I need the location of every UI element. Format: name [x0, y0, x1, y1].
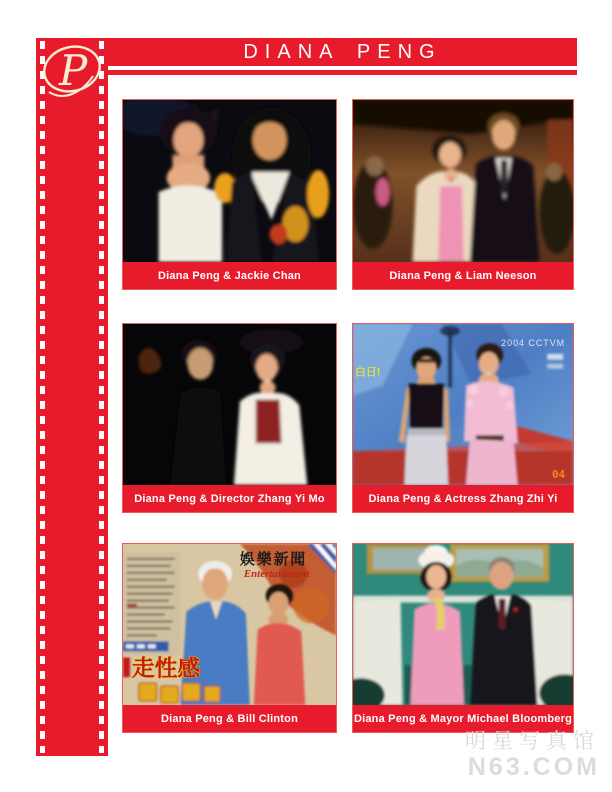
logo-letter: P: [59, 46, 88, 95]
photo-card-liam-neeson: [352, 99, 574, 290]
photo-caption: Diana Peng & Liam Neeson: [353, 262, 573, 289]
photo-card-bill-clinton: [122, 543, 337, 733]
photo-caption: Diana Peng & Bill Clinton: [123, 705, 336, 732]
watermark-site-url: N63.COM: [467, 753, 600, 781]
filmstrip-sidebar: [36, 38, 108, 756]
photo-sign-text: 白日!: [354, 366, 381, 379]
photo-event-text: 2004 CCTVM: [501, 337, 566, 348]
photo-diana-peng-bill-clinton: [123, 544, 336, 705]
photo-headline-en: Entertainment: [243, 567, 310, 580]
watermark: [465, 731, 600, 780]
photo-card-zhang-yi-mo: [122, 323, 337, 513]
photo-headline-cn: 娛樂新聞: [239, 551, 308, 568]
photo-diana-peng-michael-bloomberg: [353, 544, 573, 705]
photo-big-text: 走性感: [131, 655, 201, 682]
photo-diana-peng-liam-neeson: [353, 100, 573, 262]
filmstrip-perforation-right: [99, 41, 104, 753]
photo-caption: Diana Peng & Actress Zhang Zhi Yi: [353, 485, 573, 512]
header-accent-stripe: [108, 70, 577, 75]
filmstrip-perforation-left: [40, 41, 45, 753]
header-bar: [36, 38, 577, 66]
photo-diana-peng-jackie-chan: [123, 100, 336, 262]
watermark-site-name: 明星写真馆: [465, 730, 600, 753]
photo-caption: Diana Peng & Mayor Michael Bloomberg: [353, 705, 573, 732]
photo-timestamp-badge: 04: [551, 468, 566, 482]
photo-card-jackie-chan: [122, 99, 337, 290]
photo-diana-peng-zhang-yi-mo: [123, 324, 336, 485]
photo-card-michael-bloomberg: [352, 543, 574, 733]
photo-caption: Diana Peng & Jackie Chan: [123, 262, 336, 289]
page-title: DIANA PENG: [243, 41, 442, 63]
photo-diana-peng-zhang-zhi-yi: [353, 324, 573, 485]
brand-logo-p-icon: [37, 41, 107, 101]
photo-card-zhang-zhi-yi: [352, 323, 574, 513]
photo-caption: Diana Peng & Director Zhang Yi Mo: [123, 485, 336, 512]
